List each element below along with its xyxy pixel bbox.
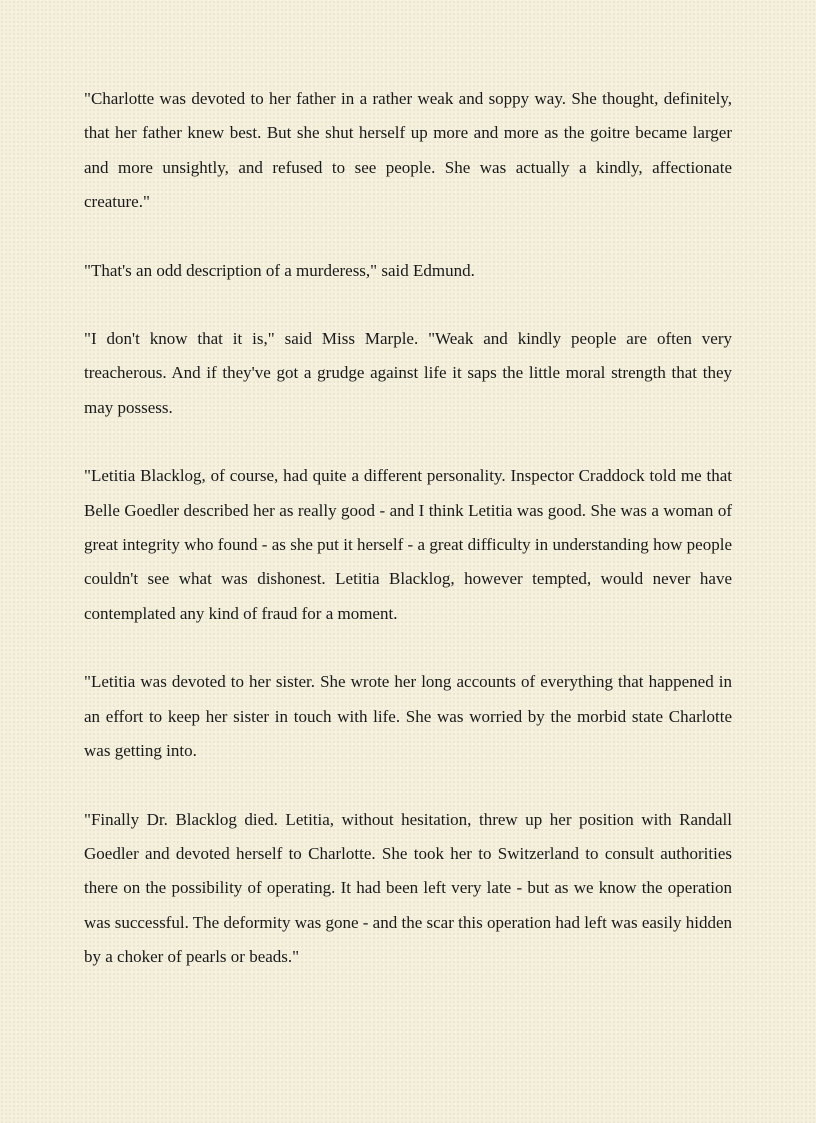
paragraph-6: "Finally Dr. Blacklog died. Letitia, without hesitation, threw up her position with Randall Goedler and devoted herself to Charlotte. She took her to Switzerland to consult authorities there on the possibility of operating. It had been left very late - but as we know the operation was successful. The deformity was gone - and the scar this operation had left was easily hidden by a choker of pearls or beads." (84, 809, 732, 967)
paragraph-4: "Letitia Blacklog, of course, had quite a different personality. Inspector Craddock told me that Belle Goedler described her as really good - and I think Letitia was good. She was a woman of great integrity who found - as she put it herself - a great difficulty in understanding how people couldn't see what was dishonest. Letitia Blacklog, however tempted, would never have contemplated any kind of fraud for a moment. (84, 466, 732, 623)
paragraph-2: "That's an odd description of a murderess," said Edmund. (84, 260, 475, 280)
paragraph-1: "Charlotte was devoted to her father in a rather weak and soppy way. She thought, definitely, that her father knew best. But she shut herself up more and more as the goitre became larger and more unsightly, and refused to see people. She was actually a kindly, affectionate creature." (84, 89, 732, 212)
paragraph-3: "I don't know that it is," said Miss Marple. "Weak and kindly people are often very treacherous. And if they've got a grudge against life it saps the little moral strength that they may possess. (84, 329, 732, 417)
paragraph-5: "Letitia was devoted to her sister. She wrote her long accounts of everything that happened in an effort to keep her sister in touch with life. She was worried by the morbid state Charlotte was getting into. (84, 672, 732, 761)
document-page (84, 82, 732, 1009)
